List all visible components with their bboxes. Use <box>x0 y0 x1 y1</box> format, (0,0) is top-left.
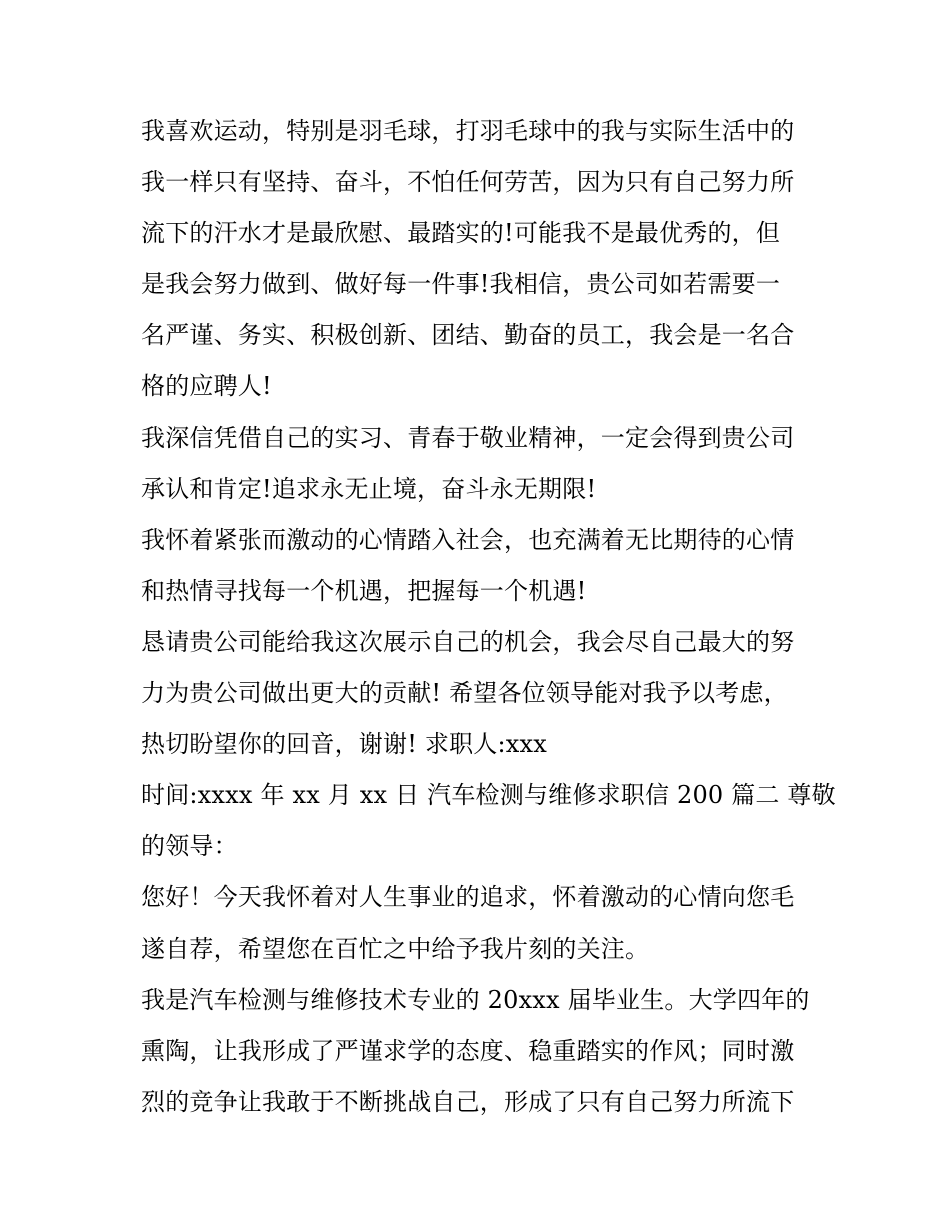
text-line: 的领导： <box>141 832 238 861</box>
text-line: 和热情寻找每一个机遇，把握每一个机遇! <box>141 576 587 605</box>
text-line: 熏陶，让我形成了严谨求学的态度、稳重踏实的作风；同时激 <box>141 1036 795 1065</box>
text-line: 遂自荐，希望您在百忙之中给予我片刻的关注。 <box>141 934 650 963</box>
text-line: 我一样只有坚持、奋斗，不怕任何劳苦，因为只有自己努力所 <box>141 168 795 197</box>
text-line: 我喜欢运动，特别是羽毛球，打羽毛球中的我与实际生活中的 <box>141 117 795 145</box>
text-line: 您好！今天我怀着对人生事业的追求，怀着激动的心情向您毛 <box>141 883 795 912</box>
text-line: 我怀着紧张而激动的心情踏入社会，也充满着无比期待的心情 <box>141 525 795 554</box>
text-line: 烈的竞争让我敢于不断挑战自己，形成了只有自己努力所流下 <box>141 1087 795 1116</box>
text-line: 热切盼望你的回音，谢谢! 求职人:xxx <box>141 730 547 759</box>
text-line: 力为贵公司做出更大的贡献! 希望各位领导能对我予以考虑， <box>141 679 788 708</box>
text-line: 我深信凭借自己的实习、青春于敬业精神，一定会得到贵公司 <box>141 423 795 452</box>
text-line: 流下的汗水才是最欣慰、最踏实的!可能我不是最优秀的，但 <box>141 219 781 248</box>
text-line: 时间:xxxx 年 xx 月 xx 日 汽车检测与维修求职信 200 篇二 尊敬 <box>141 781 836 810</box>
text-line: 格的应聘人! <box>141 372 272 401</box>
text-line: 我是汽车检测与维修技术专业的 20xxx 届毕业生。大学四年的 <box>141 985 810 1014</box>
text-line: 恳请贵公司能给我这次展示自己的机会，我会尽自己最大的努 <box>141 627 795 656</box>
text-line: 是我会努力做到、做好每一件事!我相信，贵公司如若需要一 <box>141 270 781 299</box>
document-body <box>141 106 836 1128</box>
text-line: 承认和肯定!追求永无止境，奋斗永无期限! <box>141 474 597 503</box>
text-line: 名严谨、务实、积极创新、团结、勤奋的员工，我会是一名合 <box>141 321 795 350</box>
